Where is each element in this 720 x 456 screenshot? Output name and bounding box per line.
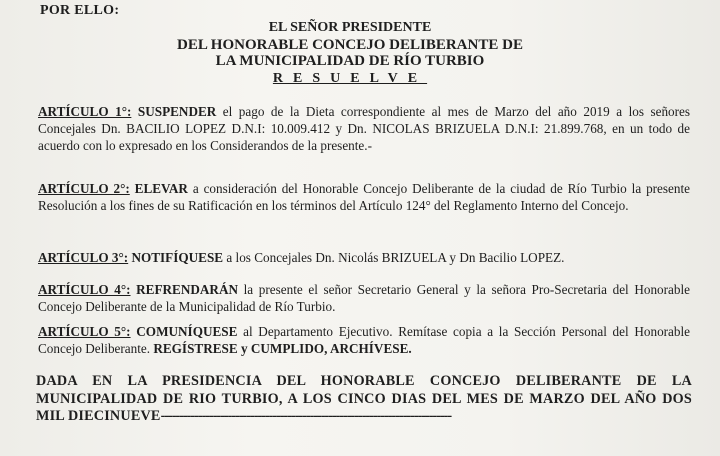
header-line-2: DEL HONORABLE CONCEJO DELIBERANTE DE — [177, 36, 523, 53]
header-line-1: EL SEÑOR PRESIDENTE — [268, 20, 432, 35]
article-3-title: ARTÍCULO 3°: — [38, 250, 129, 265]
article-3 — [38, 249, 690, 266]
article-4 — [38, 281, 690, 315]
article-5 — [38, 323, 690, 357]
article-5-closing-order: REGÍSTRESE y CUMPLIDO, ARCHÍVESE. — [153, 341, 412, 356]
article-2-text: a consideración del Honorable Concejo Deliberante de la ciudad de Río Turbio la presente Resolución a los fines de su Ratificación en los términos del Artículo 124° del Reglamento Interno del Concejo. — [38, 181, 691, 213]
article-5-title: ARTÍCULO 5°: — [38, 324, 131, 339]
article-3-text: a los Concejales Dn. Nicolás BRIZUELA y Dn Bacilio LOPEZ. — [223, 250, 565, 265]
resolution-header — [150, 20, 550, 87]
article-5-verb: COMUNÍQUESE — [136, 324, 238, 339]
article-4-title: ARTÍCULO 4°: — [38, 282, 131, 297]
article-1 — [38, 103, 690, 154]
article-1-title: ARTÍCULO 1°: — [38, 104, 132, 119]
closing-dashes: ------------------------------------------------------------------------------ — [160, 408, 452, 424]
resuelve-heading: RESUELVE — [272, 70, 428, 86]
article-3-verb: NOTIFÍQUESE — [131, 250, 224, 265]
header-line-3: LA MUNICIPALIDAD DE RÍO TURBIO — [215, 53, 485, 69]
article-4-verb: REFRENDARÁN — [136, 282, 238, 297]
article-2-title: ARTÍCULO 2°: — [38, 181, 130, 196]
article-1-verb: SUSPENDER — [137, 104, 217, 119]
closing-text: DADA EN LA PRESIDENCIA DEL HONORABLE CONCEJO DELIBERANTE DE LA MUNICIPALIDAD DE RIO TURBIO, A LOS CINCO DIAS DEL MES DE MARZO DEL AÑO DOS MIL DIECINUEVE — [36, 373, 692, 424]
closing-statement — [36, 373, 692, 426]
article-4-text: la presente el señor Secretario General y la señora Pro-Secretaria del Honorable Concejo Deliberante de la Municipalidad de Río Turbio. — [38, 282, 691, 314]
article-1-text: el pago de la Dieta correspondiente al mes de Marzo del año 2019 a los señores Concejales Dn. BACILIO LOPEZ D.N.I: 10.009.412 y Dn. NICOLAS BRIZUELA D.N.I: 21.899.768, en un todo de acuerdo con lo expresado en los Considerandos de la presente.- — [38, 104, 691, 153]
article-2 — [38, 180, 690, 214]
article-5-text: al Departamento Ejecutivo. Remítase copia a la Sección Personal del Honorable Concejo Deliberante. — [38, 324, 691, 356]
intro-heading: POR ELLO: — [40, 3, 120, 18]
article-2-verb: ELEVAR — [134, 181, 188, 196]
